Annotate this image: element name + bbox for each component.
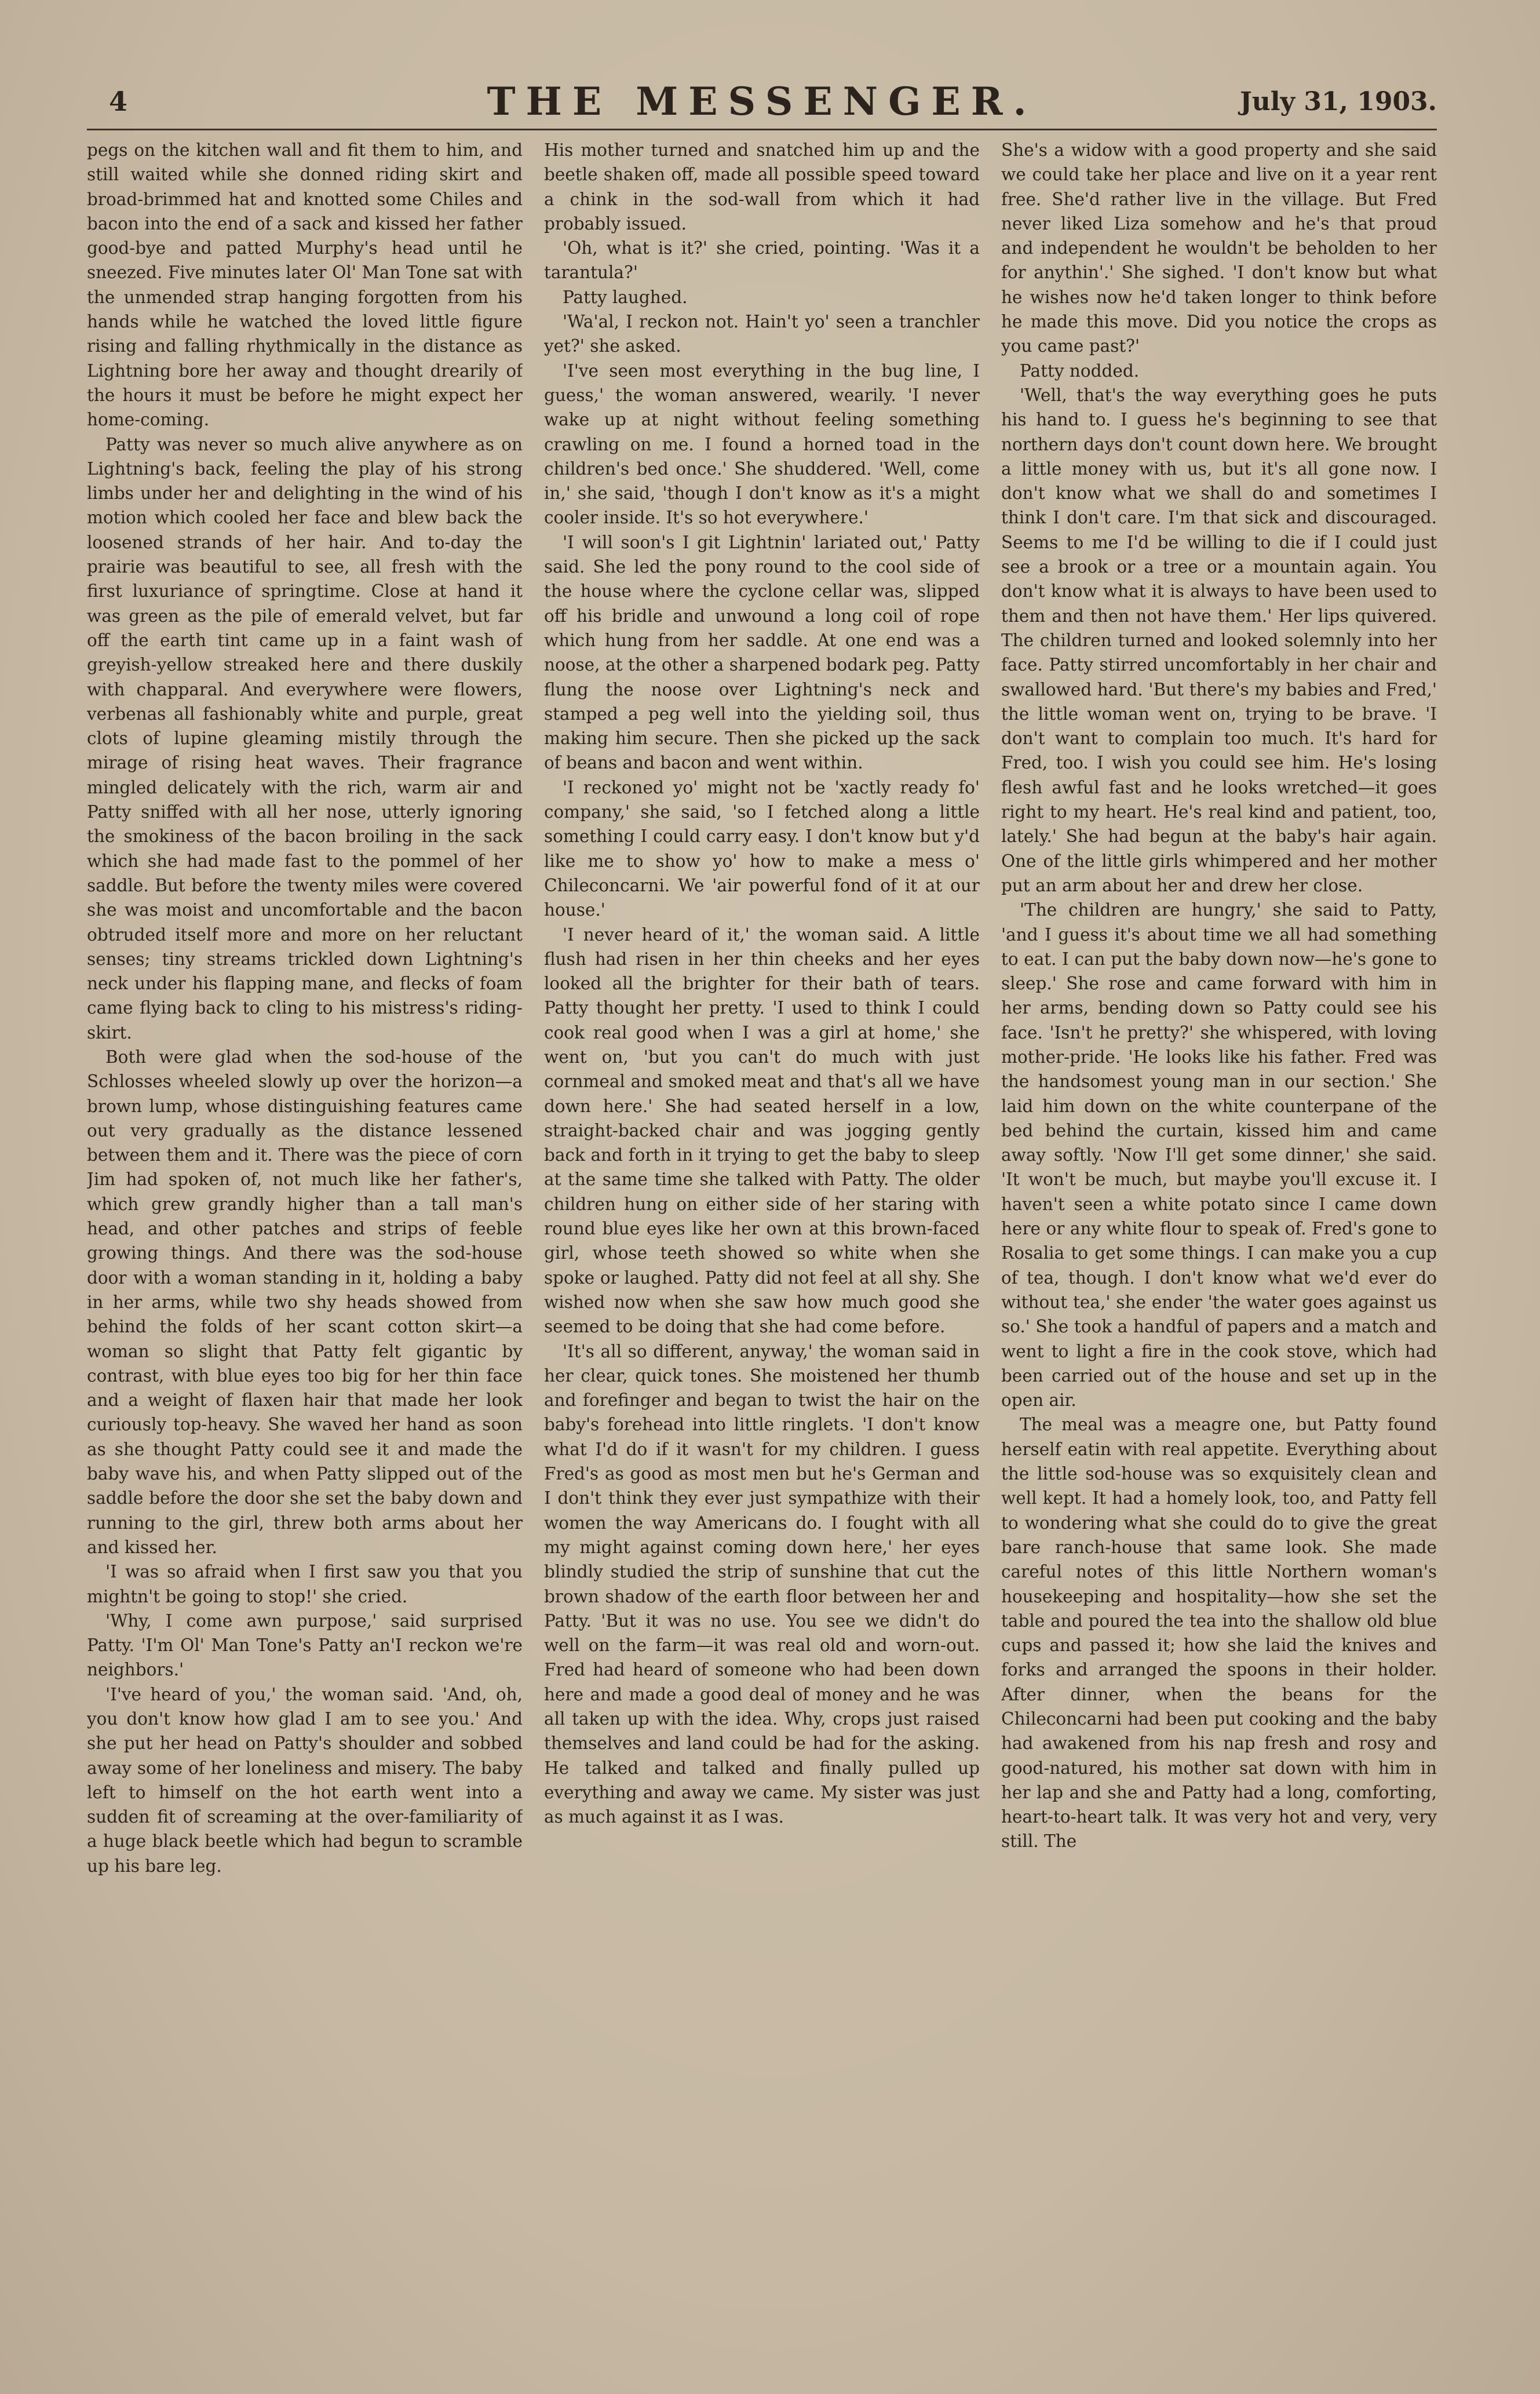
paragraph: Patty laughed.	[563, 287, 688, 307]
paragraph: 'It's all so different, anyway,' the woman said in her clear, quick tones. She moistened her thumb and forefinger and began to twist the hair on the baby's forehead into little ringlets. 'I don't know what I'd do if it wasn't for my children. I guess Fred's as good as most men but he's German and I don't think they ever just sympathize with their women the way Americans do. I fought with all my might against coming down here,' her eyes blindly studied the strip of sunshine that cut the brown shadow of the earth floor between her and Patty. 'But it was no use. You see we didn't do well on the farm—it was real old and worn-out. Fred had heard of someone who had been down here and made a good deal of money and he was all taken up with the idea. Why, crops just raised themselves and land could be had for the asking. He talked and talked and finally pulled up everything and away we came. My sister was just as much against it as I was.	[544, 1341, 980, 1827]
paragraph: 'I will soon's I git Lightnin' lariated out,' Patty said. She led the pony round to the cool side of the house where the cyclone cellar was, slipped off his bridle and unwound a long coil of rope which hung from her saddle. At one end was a noose, at the other a sharpened bodark peg. Patty flung the noose over Lightning's neck and stamped a peg well into the yielding soil, thus making him secure. Then she picked up the sack of beans and bacon and went within.	[544, 532, 980, 773]
article-columns	[87, 138, 1437, 2352]
paragraph: 'I reckoned yo' might not be 'xactly ready fo' company,' she said, 'so I fetched along a little something I could carry easy. I don't know but y'd like me to show yo' how to make a mess o' Chileconcarni. We 'air powerful fond of it at our house.'	[544, 777, 980, 920]
column-3	[1001, 138, 1437, 2352]
newspaper-title: THE MESSENGER.	[487, 79, 1037, 124]
page-number: 4	[109, 86, 128, 117]
paragraph: 'Well, that's the way everything goes he puts his hand to. I guess he's beginning to see that northern days don't count down here. We brought a little money with us, but it's all gone now. I don't know what we shall do and sometimes I think I don't care. I'm that sick and discouraged. Seems to me I'd be willing to die if I could just see a brook or a tree or a mountain again. You don't know what it is always to have been used to them and then not have them.' Her lips quivered. The children turned and looked solemnly into her face. Patty stirred uncomfortably in her chair and swallowed hard. 'But there's my babies and Fred,' the little woman went on, trying to be brave. 'I don't want to complain too much. It's hard for Fred, too. I wish you could see him. He's losing flesh awful fast and he looks wretched—it goes right to my heart. He's real kind and patient, too, lately.' She had begun at the baby's hair again. One of the little girls whimpered and her mother put an arm about her and drew her close.	[1001, 385, 1437, 895]
paragraph: 'Wa'al, I reckon not. Hain't yo' seen a tranchler yet?' she asked.	[544, 312, 980, 356]
paragraph: 'I've seen most everything in the bug line, I guess,' the woman answered, wearily. 'I never wake up at night without feeling something crawling on me. I found a horned toad in the children's bed once.' She shuddered. 'Well, come in,' she said, 'though I don't know as it's a might cooler inside. It's so hot everywhere.'	[544, 360, 980, 528]
column-2	[544, 138, 980, 2352]
paragraph: 'I was so afraid when I first saw you that you mightn't be going to stop!' she cried.	[87, 1562, 523, 1606]
paragraph: The meal was a meagre one, but Patty found herself eatin with real appetite. Everything about the little sod-house was so exquisitely clean and well kept. It had a homely look, too, and Patty fell to wondering what she could do to give the great bare ranch-house that same look. She made careful notes of this little Northern woman's housekeeping and hospitality—how she set the table and poured the tea into the shallow old blue cups and passed it; how she laid the knives and forks and arranged the spoons in their holder. After dinner, when the beans for the Chileconcarni had been put cooking and the baby had awakened from his nap fresh and rosy and good-natured, his mother sat down with him in her lap and she and Patty had a long, comforting, heart-to-heart talk. It was very hot and very, very still. The	[1001, 1415, 1437, 1852]
issue-date: July 31, 1903.	[1239, 87, 1437, 116]
paragraph: 'The children are hungry,' she said to Patty, 'and I guess it's about time we all had something to eat. I can put the baby down now—he's gone to sleep.' She rose and came forward with him in her arms, bending down so Patty could see his face. 'Isn't he pretty?' she whispered, with loving mother-pride. 'He looks like his father. Fred was the handsomest young man in our section.' She laid him down on the white counterpane of the bed behind the curtain, kissed him and came away softly. 'Now I'll get some dinner,' she said. 'It won't be much, but maybe you'll excuse it. I haven't seen a white potato since I came down here or any white flour to speak of. Fred's gone to Rosalia to get some things. I can make you a cup of tea, though. I don't know what we'd ever do without tea,' she ender 'the water goes against us so.' She took a handful of papers and a match and went to light a fire in the cook stove, which had been carried out of the house and set up in the open air.	[1001, 900, 1437, 1411]
paragraph: Both were glad when the sod-house of the Schlosses wheeled slowly up over the horizon—a brown lump, whose distinguishing features came out very gradually as the distance lessened between them and it. There was the piece of corn Jim had spoken of, not much like her father's, which grew grandly higher than a tall man's head, and other patches and strips of feeble growing things. And there was the sod-house door with a woman standing in it, holding a baby in her arms, while two shy heads showed from behind the folds of her scant cotton skirt—a woman so slight that Patty felt gigantic by contrast, with blue eyes too big for her thin face and a weight of flaxen hair that made her look curiously top-heavy. She waved her hand as soon as she thought Patty could see it and made the baby wave his, and when Patty slipped out of the saddle before the door she set the baby down and running to the girl, threw both arms about her and kissed her.	[87, 1047, 523, 1557]
header-rule	[87, 129, 1437, 130]
paragraph: 'Why, I come awn purpose,' said surprised Patty. 'I'm Ol' Man Tone's Patty an'I reckon we're neighbors.'	[87, 1610, 523, 1680]
paragraph: She's a widow with a good property and she said we could take her place and live on it a year rent free. She'd rather live in the village. But Fred never liked Liza somehow and he's that proud and independent he wouldn't be beholden to her for anythin'.' She sighed. 'I don't know but what he wishes now he'd taken longer to think before he made this move. Did you notice the crops as you came past?'	[1001, 140, 1437, 356]
paragraph: 'Oh, what is it?' she cried, pointing. 'Was it a tarantula?'	[544, 238, 980, 283]
paragraph: Patty nodded.	[1020, 360, 1140, 381]
column-1	[87, 138, 523, 2352]
paragraph: His mother turned and snatched him up and the beetle shaken off, made all possible speed toward a chink in the sod-wall from which it had probably issued.	[544, 140, 980, 234]
paragraph: pegs on the kitchen wall and fit them to him, and still waited while she donned riding skirt and broad-brimmed hat and knotted some Chiles and bacon into the end of a sack and kissed her father good-bye and patted Murphy's head until he sneezed. Five minutes later Ol' Man Tone sat with the unmended strap hanging forgotten from his hands while he watched the loved little figure rising and falling rhythmically in the distance as Lightning bore her away and thought drearily of the hours it must be before he might expect her home-coming.	[87, 140, 523, 430]
paragraph: 'I've heard of you,' the woman said. 'And, oh, you don't know how glad I am to see you.' And she put her head on Patty's shoulder and sobbed away some of her loneliness and misery. The baby left to himself on the hot earth went into a sudden fit of screaming at the over-familiarity of a huge black beetle which had begun to scramble up his bare leg.	[87, 1684, 523, 1876]
paragraph: Patty was never so much alive anywhere as on Lightning's back, feeling the play of his strong limbs under her and delighting in the wind of his motion which cooled her face and blew back the loosened strands of her hair. And to-day the prairie was beautiful to see, all fresh with the first luxuriance of springtime. Close at hand it was green as the pile of emerald velvet, but far off the earth tint came up in a faint wash of greyish-yellow streaked here and there duskily with chapparal. And everywhere were flowers, verbenas all fashionably white and purple, great clots of lupine gleaming mistily through the mirage of rising heat waves. Their fragrance mingled delicately with the rich, warm air and Patty sniffed with all her nose, utterly ignoring the smokiness of the bacon broiling in the sack which she had made fast to the pommel of her saddle. But before the twenty miles were covered she was moist and uncomfortable and the bacon obtruded itself more and more on her reluctant senses; tiny streams trickled down Lightning's neck under his flapping mane, and flecks of foam came flying back to cling to his mistress's riding-skirt.	[87, 434, 523, 1043]
masthead	[87, 74, 1437, 126]
paragraph: 'I never heard of it,' the woman said. A little flush had risen in her thin cheeks and her eyes looked all the brighter for their bath of tears. Patty thought her pretty. 'I used to think I could cook real good when I was a girl at home,' she went on, 'but you can't do much with just cornmeal and smoked meat and that's all we have down here.' She had seated herself in a low, straight-backed chair and was jogging gently back and forth in it trying to get the baby to sleep at the same time she talked with Patty. The older children hung on either side of her staring with round blue eyes like her own at this brown-faced girl, whose teeth showed so white when she spoke or laughed. Patty did not feel at all shy. She wished now when she saw how much good she seemed to be doing that she had come before.	[544, 924, 980, 1337]
